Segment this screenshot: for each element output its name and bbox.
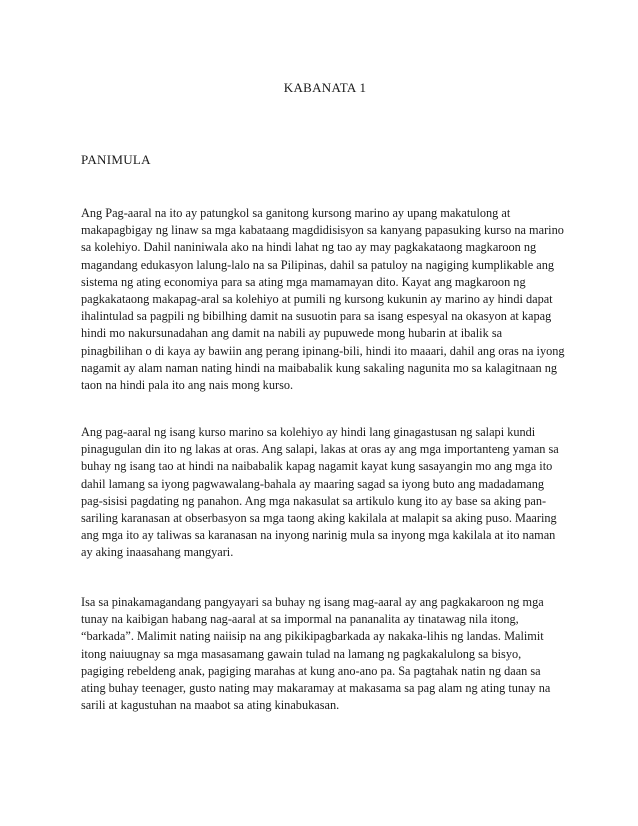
section-heading: PANIMULA: [81, 152, 151, 167]
chapter-title: KABANATA 1: [283, 80, 367, 95]
paragraph-2: Ang pag-aaral ng isang kurso marino sa kolehiyo ay hindi lang ginagastusan ng salapi kundi pinagugulan din ito ng lakas at oras. Ang salapi, lakas at oras ay ang mga importanteng yaman sa buhay ng isang tao at hindi na naibabalik kapag nagamit kayat kung sasayangin mo ang mga ito dahil lamang sa iyong pagwawalang-bahala ay maaring sagad sa iyong buto ang madadamang pag-sisisi pagdating ng panahon. Ang mga nakasulat sa artikulo kung ito ay base sa aking pan-sariling karanasan at obserbasyon sa mga taong aking kakilala at malapit sa aking puso. Maaring ang mga ito ay taliwas sa karanasan na inyong narinig mula sa inyong mga kakilala at ito naman ay aking inaasahang mangyari.: [81, 425, 559, 560]
paragraph-1: Ang Pag-aaral na ito ay patungkol sa ganitong kursong marino ay upang makatulong at makapagbigay ng linaw sa mga kabataang magdidisisyon sa kanyang papasuking kurso na marino sa kolehiyo. Dahil naniniwala ako na hindi lahat ng tao ay may pagkakataong magkaroon ng magandang edukasyon lalung-lalo na sa Pilipinas, dahil sa patuloy na nagiging kumplikable ang sistema ng ating economiya para sa ating mga mamamayan dito. Kayat ang magkaroon ng pagkakataong makapag-aral sa kolehiyo at pumili ng kursong kukunin ay marino ay hindi dapat ihalintulad sa pagpili ng bibilhing damit na susuotin para sa isang espesyal na okasyon at kapag hindi mo nakursunadahan ang damit na nabili ay pupuwede mong hubarin at ibalik sa pinagbilihan o di kaya ay bawiin ang perang ipinang-bili, hindi ito maaari, dahil ang oras na iyong nagamit ay alam naman nating hindi na maibabalik kung sakaling nagunita mo sa kalagitnaan ng taon na hindi pala ito ang nais mong kurso.: [81, 206, 565, 393]
paragraph-3: Isa sa pinakamagandang pangyayari sa buhay ng isang mag-aaral ay ang pagkakaroon ng mga tunay na kaibigan habang nag-aaral at sa impormal na pananalita ay tinatawag nila itong, “barkada”. Malimit nating naiisip na ang pikikipagbarkada ay nakaka-lihis ng landas. Malimit itong naiuugnay sa mga masasamang gawain tulad na lamang ng pagkakalulong sa bisyo, pagiging rebeldeng anak, pagiging marahas at kung ano-ano pa. Sa pagtahak natin ng daan sa ating buhay teenager, gusto nating may makaramay at makasama sa pag alam ng ating tunay na sarili at kagustuhan na maabot sa ating kinabukasan.: [81, 595, 551, 713]
